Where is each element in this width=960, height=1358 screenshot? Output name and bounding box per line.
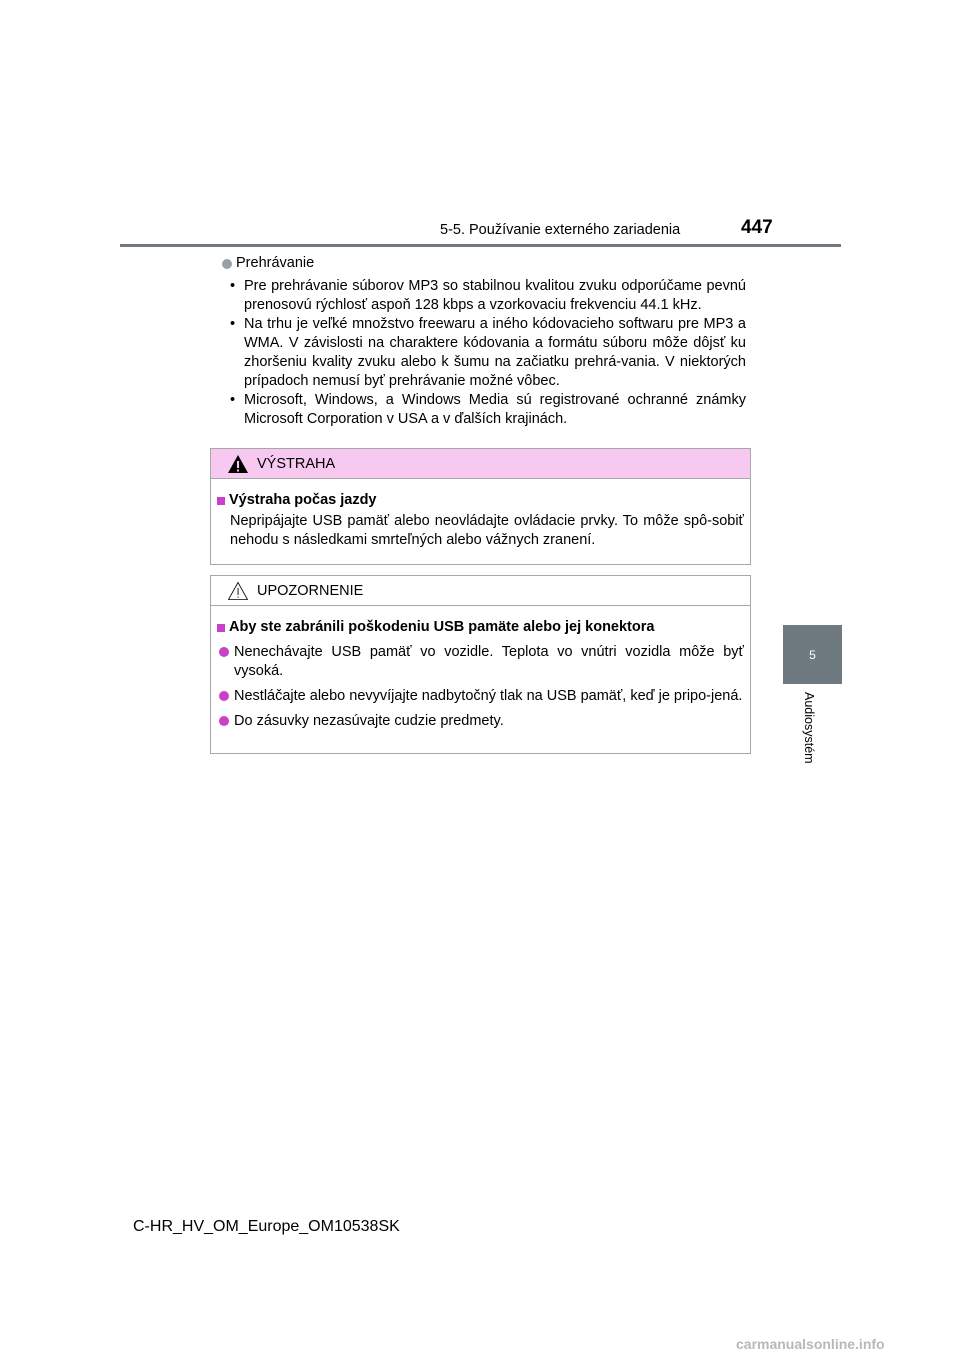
square-bullet-icon: [217, 624, 225, 632]
chapter-tab[interactable]: [783, 625, 842, 684]
notice-label: UPOZORNENIE: [257, 582, 364, 599]
warning-body: [211, 479, 750, 550]
list-item: [217, 712, 744, 731]
chapter-label: Audiosystém: [802, 692, 816, 764]
header-rule: [120, 244, 841, 247]
warning-header: [211, 449, 750, 479]
warning-text: Nepripájajte USB pamäť alebo neovládajte ovládacie prvky. To môže spô-sobiť nehodu s následkami smrteľných alebo vážnych zranení.: [230, 513, 744, 548]
circle-bullet-icon: [219, 647, 229, 657]
list-item: • Na trhu je veľké množstvo freewaru a iného kódovacieho softwaru pre MP3 a WMA. V závislosti na charaktere kódovania a formátu súboru môže dôjsť ku zhoršeniu kvality zvuku alebo k šumu na začiatku prehrá-vania. V niektorých prípadoch nemusí byť prehrávanie možné vôbec.: [230, 315, 746, 391]
warning-label: VÝSTRAHA: [257, 455, 336, 472]
notice-item-text: Nestláčajte alebo nevyvíjajte nadbytočný tlak na USB pamäť, keď je pripo-jená.: [234, 688, 743, 704]
playback-bullet-list: [222, 277, 746, 429]
warning-title-text: Výstraha počas jazdy: [229, 492, 377, 508]
notice-box: [210, 575, 751, 754]
list-item: • Microsoft, Windows, a Windows Media sú registrované ochranné známky Microsoft Corporation v USA a v ďalších krajinách.: [230, 391, 746, 429]
circle-bullet-icon: [219, 691, 229, 701]
warning-box: [210, 448, 751, 565]
notice-title: [217, 618, 744, 637]
square-bullet-icon: [217, 497, 225, 505]
circle-bullet-icon: [222, 259, 232, 269]
page-number: 447: [741, 217, 773, 238]
notice-item-text: Nenechávajte USB pamäť vo vozidle. Teplota vo vnútri vozidla môže byť vysoká.: [234, 644, 744, 679]
document-code: C-HR_HV_OM_Europe_OM10538SK: [133, 1218, 400, 1235]
list-item: [217, 687, 744, 706]
section-title: 5-5. Používanie externého zariadenia: [440, 222, 681, 238]
circle-bullet-icon: [219, 716, 229, 726]
playback-heading-text: Prehrávanie: [236, 255, 315, 271]
warning-title: [217, 491, 744, 510]
watermark: carmanualsonline.info: [736, 1336, 885, 1352]
notice-header: [211, 576, 750, 606]
playback-heading: [222, 254, 746, 273]
notice-item-text: Do zásuvky nezasúvajte cudzie predmety.: [234, 713, 504, 729]
warning-triangle-icon: [227, 454, 249, 474]
list-item: [217, 643, 744, 681]
caution-triangle-icon: [227, 581, 249, 601]
chapter-number: 5: [809, 647, 816, 662]
list-item: • Pre prehrávanie súborov MP3 so stabilnou kvalitou zvuku odporúčame pevnú prenosovú rýchlosť aspoň 128 kbps a vzorkovaciu frekvenciu 44.1 kHz.: [230, 277, 746, 315]
notice-title-text: Aby ste zabránili poškodeniu USB pamäte alebo jej konektora: [229, 619, 655, 635]
playback-section: [222, 254, 746, 429]
notice-body: [211, 606, 750, 731]
